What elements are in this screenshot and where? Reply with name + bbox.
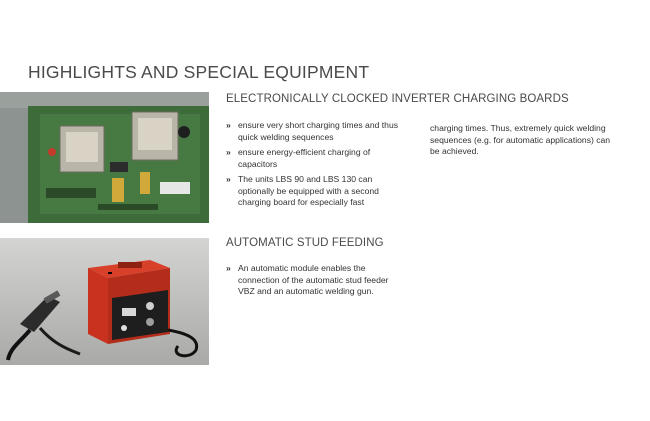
bullet-marker: » <box>226 147 231 157</box>
page-title: HIGHLIGHTS AND SPECIAL EQUIPMENT <box>28 62 370 82</box>
inverter-board-photo <box>0 92 209 223</box>
bullet-text: An automatic module enables the connection of the automatic stud feeder VBZ and an automatic welding gun. <box>238 263 389 296</box>
inverter-continuation-text: charging times. Thus, extremely quick welding sequences (e.g. for automatic applications) can be achieved. <box>430 123 611 156</box>
bullet-text: ensure energy-efficient charging of capacitors <box>238 147 371 169</box>
bullet-marker: » <box>226 120 231 130</box>
section-heading-stud-feeding: AUTOMATIC STUD FEEDING <box>226 237 384 249</box>
list-item <box>226 263 406 298</box>
bullet-marker: » <box>226 174 231 184</box>
list-item <box>226 120 406 143</box>
list-item <box>226 147 406 170</box>
stud-feeding-bullet-list <box>226 263 406 302</box>
stud-feeder-photo <box>0 238 209 365</box>
list-item <box>226 174 406 209</box>
section-heading-inverter: ELECTRONICALLY CLOCKED INVERTER CHARGING BOARDS <box>226 93 569 105</box>
bullet-text: The units LBS 90 and LBS 130 can optionally be equipped with a second charging board for especially fast <box>238 174 379 207</box>
bullet-text: ensure very short charging times and thus quick welding sequences <box>238 120 399 142</box>
bullet-marker: » <box>226 263 231 273</box>
inverter-bullet-list <box>226 120 406 213</box>
